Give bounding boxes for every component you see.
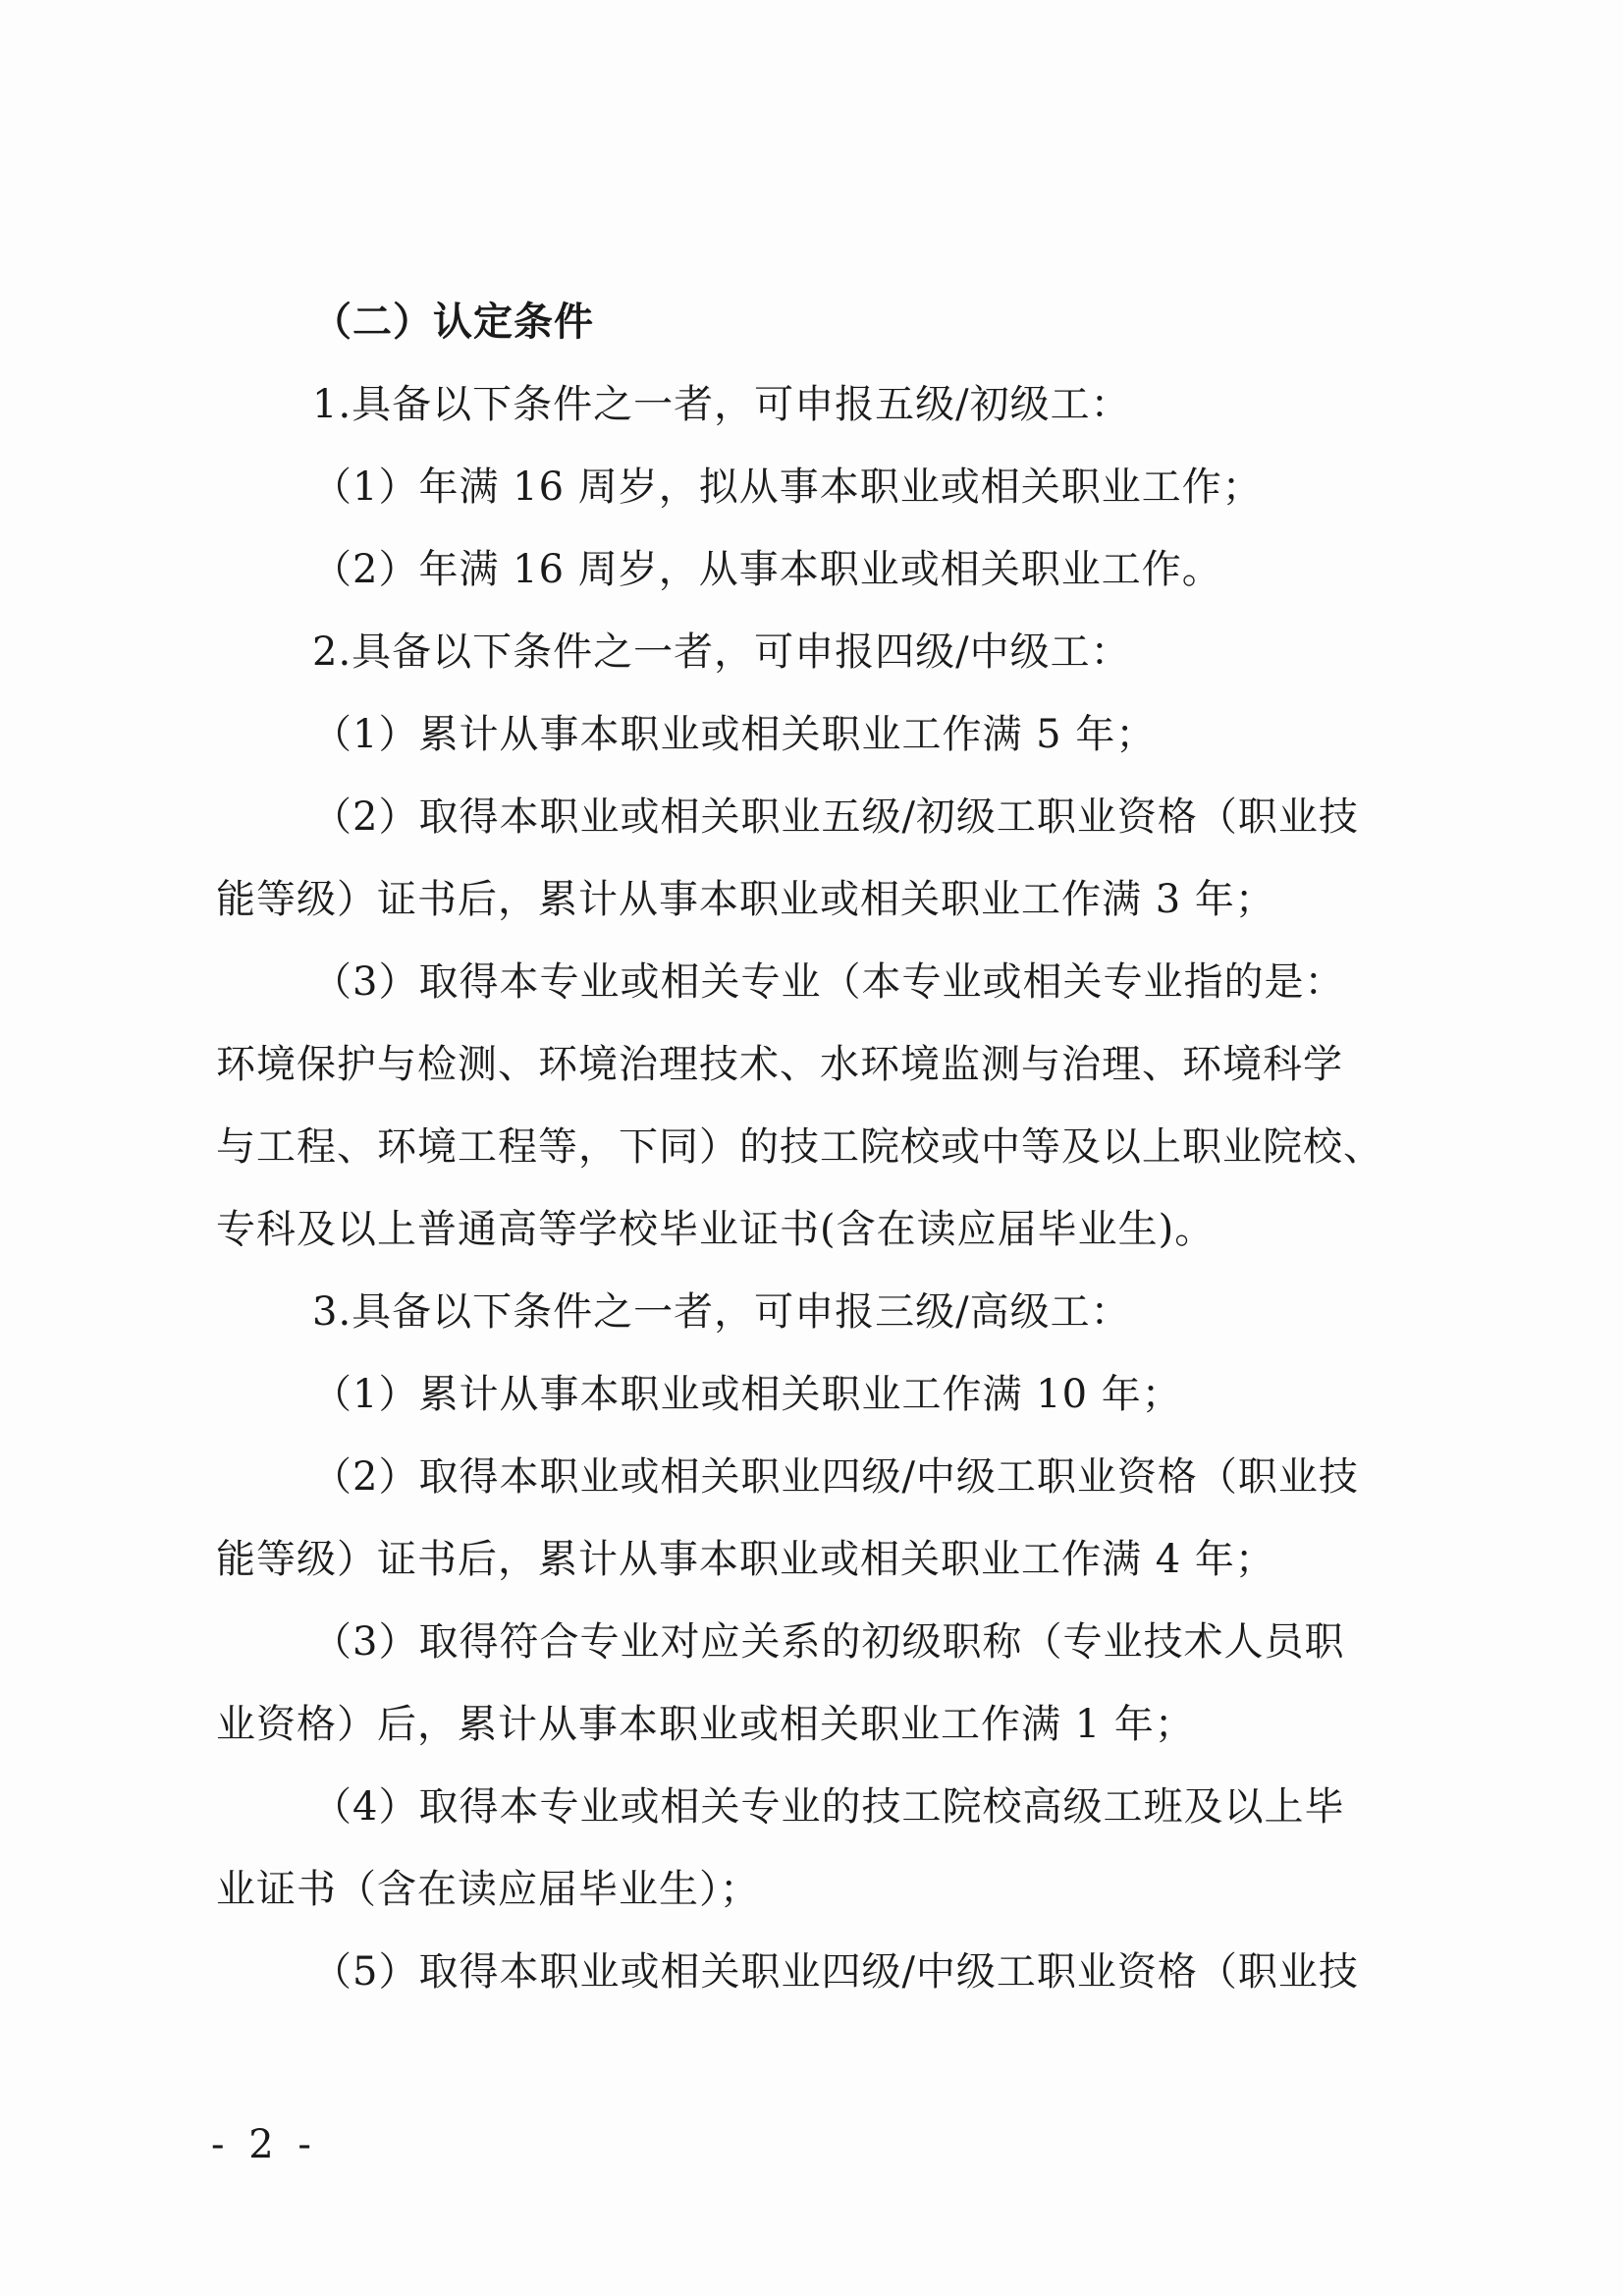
paragraph-line: （2）取得本职业或相关职业五级/初级工职业资格（职业技 — [312, 794, 1359, 840]
paragraph-line: （3）取得符合专业对应关系的初级职称（专业技术人员职 — [312, 1619, 1345, 1665]
paragraph-line: 业证书（含在读应届毕业生）； — [216, 1867, 760, 1912]
paragraph-line: 业资格）后，累计从事本职业或相关职业工作满 1 年； — [216, 1702, 1195, 1747]
paragraph-line: 能等级）证书后，累计从事本职业或相关职业工作满 4 年； — [216, 1537, 1275, 1582]
paragraph-line: 2.具备以下条件之一者，可申报四级/中级工： — [312, 629, 1131, 675]
paragraph-line: 3.具备以下条件之一者，可申报三级/高级工： — [312, 1289, 1131, 1335]
paragraph-line: （1）年满 16 周岁，拟从事本职业或相关职业工作； — [312, 465, 1263, 510]
paragraph-line: 与工程、环境工程等，下同）的技工院校或中等及以上职业院校、 — [216, 1124, 1383, 1170]
paragraph-line: （5）取得本职业或相关职业四级/中级工职业资格（职业技 — [312, 1949, 1359, 1995]
paragraph-line: （4）取得本专业或相关专业的技工院校高级工班及以上毕 — [312, 1784, 1345, 1830]
page-number: - 2 - — [211, 2122, 317, 2167]
section-heading: （二）认定条件 — [312, 299, 594, 345]
paragraph-line: （3）取得本专业或相关专业（本专业或相关专业指的是： — [312, 959, 1345, 1005]
paragraph-line: 能等级）证书后，累计从事本职业或相关职业工作满 3 年； — [216, 877, 1275, 922]
paragraph-line: （1）累计从事本职业或相关职业工作满 5 年； — [312, 712, 1157, 757]
paragraph-line: （2）年满 16 周岁，从事本职业或相关职业工作。 — [312, 547, 1222, 592]
paragraph-line: 环境保护与检测、环境治理技术、水环境监测与治理、环境科学 — [216, 1042, 1343, 1087]
paragraph-line: （2）取得本职业或相关职业四级/中级工职业资格（职业技 — [312, 1454, 1359, 1500]
paragraph-line: 1.具备以下条件之一者，可申报五级/初级工： — [312, 382, 1131, 427]
paragraph-line: （1）累计从事本职业或相关职业工作满 10 年； — [312, 1372, 1182, 1417]
paragraph-line: 专科及以上普通高等学校毕业证书(含在读应届毕业生)。 — [216, 1207, 1216, 1252]
